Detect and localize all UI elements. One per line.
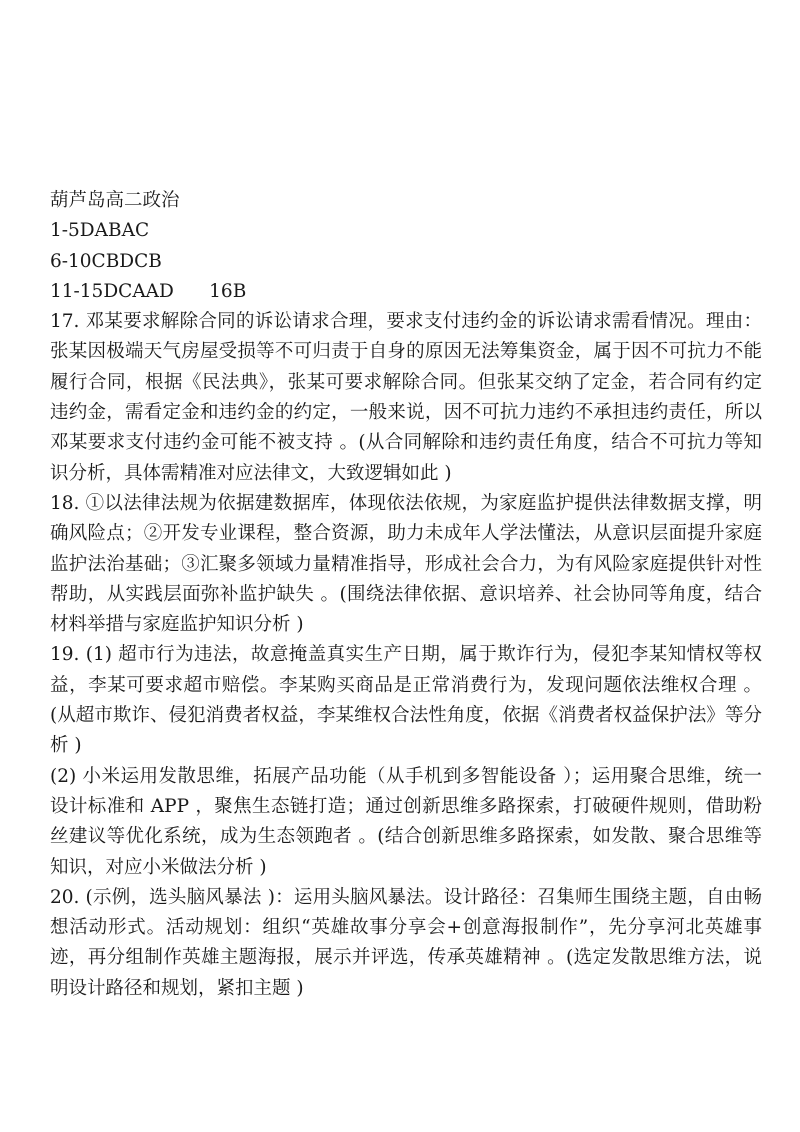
answers-11-16: 11-15DCAAD 16B bbox=[50, 280, 247, 302]
question-19-part1-answer: 19. (1) 超市行为违法，故意掩盖真实生产日期，属于欺诈行为，侵犯李某知情权等权益，李某可要求超市赔偿。李某购买商品是正常消费行为，发现问题依法维权合理 。(从超市欺诈、侵犯消费者权益，李某维权合法性角度，依据《消费者权益保护法》等分析 ) bbox=[50, 644, 762, 757]
question-20-answer: 20. (示例，选头脑风暴法 )：运用头脑风暴法。设计路径：召集师生围绕主题，自由畅想活动形式。活动规划：组织“英雄故事分享会+创意海报制作”，先分享河北英雄事迹，再分组制作英雄主题海报，展示并评选，传承英雄精神 。(选定发散思维方法，说明设计路径和规划，紧扣主题 ) bbox=[50, 886, 762, 999]
question-19-part2-answer: (2) 小米运用发散思维，拓展产品功能（从手机到多智能设备 ）；运用聚合思维，统一设计标准和 APP ，聚焦生态链打造；通过创新思维多路探索，打破硬件规则，借助粉丝建议等优化系统，成为生态领跑者 。(结合创新思维多路探索，如发散、聚合思维等知识，对应小米做法分析 ) bbox=[50, 765, 762, 878]
question-17-answer: 17. 邓某要求解除合同的诉讼请求合理，要求支付违约金的诉讼请求需看情况。理由：张某因极端天气房屋受损等不可归责于自身的原因无法筹集资金，属于因不可抗力不能履行合同，根据《民法典》，张某可要求解除合同。但张某交纳了定金，若合同有约定违约金，需看定金和违约金的约定，一般来说，因不可抗力违约不承担违约责任，所以邓某要求支付违约金可能不被支持 。(从合同解除和违约责任角度，结合不可抗力等知识分析，具体需精准对应法律文，大致逻辑如此 ) bbox=[50, 311, 762, 484]
question-18-answer: 18. ①以法律法规为依据建数据库，体现依法依规，为家庭监护提供法律数据支撑，明确风险点；②开发专业课程，整合资源，助力未成年人学法懂法，从意识层面提升家庭监护法治基础；③汇聚多领域力量精准指导，形成社会合力，为有风险家庭提供针对性帮助，从实践层面弥补监护缺失 。(围绕法律依据、意识培养、社会协同等角度，结合材料举措与家庭监护知识分析 ) bbox=[50, 492, 762, 636]
answer-document bbox=[50, 186, 762, 1004]
answers-6-10: 6-10CBDCB bbox=[50, 250, 162, 272]
document-title: 葫芦岛高二政治 bbox=[50, 190, 180, 211]
answers-1-5: 1-5DABAC bbox=[50, 220, 150, 242]
